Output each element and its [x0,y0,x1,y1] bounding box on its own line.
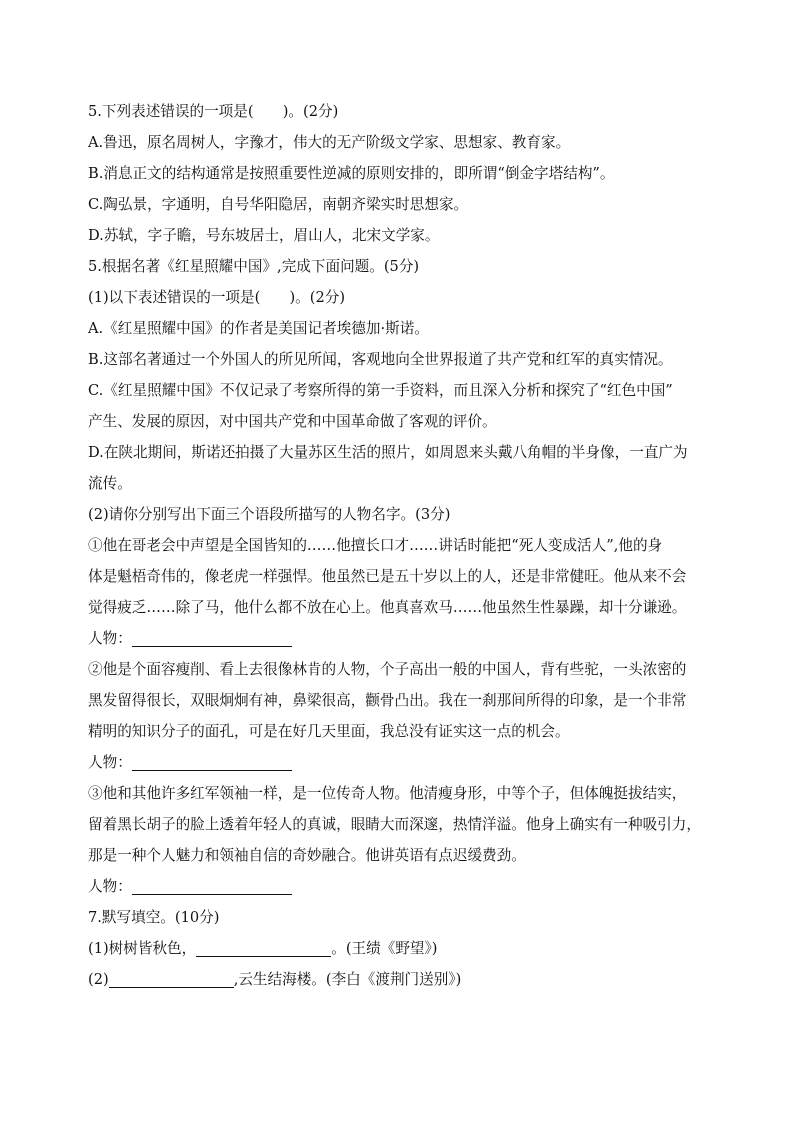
q7-item1-suffix: 。(王绩《野望》) [331,940,438,957]
q7-item1-prefix: (1)树树皆秋色， [88,940,197,957]
passage2-answer-blank[interactable] [132,752,292,771]
q5b-sub1-option-c-line2: 产生、发展的原因，对中国共产党和中国革命做了客观的评价。 [88,413,497,430]
q5b-sub2-stem: (2)请你分别写出下面三个语段所描写的人物名字。(3分) [88,506,451,523]
passage2-line1: ②他是个面容瘦削、看上去很像林肯的人物，个子高出一般的中国人，背有些驼，一头浓密的 [88,661,687,678]
passage3-answer-label: 人物： [88,878,132,895]
passage3-answer-blank[interactable] [132,876,292,895]
q5a-option-a: A.鲁迅，原名周树人，字豫才，伟大的无产阶级文学家、思想家、教育家。 [88,134,571,151]
passage3-line3: 那是一种个人魅力和领袖自信的奇妙融合。他讲英语有点迟缓费劲。 [88,847,526,864]
passage2-answer-row [88,747,728,778]
passage1-answer-blank[interactable] [132,628,292,647]
passage2-line2: 黑发留得很长，双眼炯炯有神，鼻梁很高，颧骨凸出。我在一刹那间所得的印象，是一个非常 [88,692,687,709]
passage3-line2: 留着黑长胡子的脸上透着年轻人的真诚，眼睛大而深邃，热情洋溢。他身上确实有一种吸引力， [88,816,701,833]
passage1-line2: 体是魁梧奇伟的，像老虎一样强悍。他虽然已是五十岁以上的人，还是非常健旺。他从来不会 [88,568,687,585]
q5b-stem: 5.根据名著《红星照耀中国》,完成下面问题。(5分) [88,258,420,275]
q7-stem: 7.默写填空。(10分) [88,909,220,926]
q5a-option-c: C.陶弘景，字通明，自号华阳隐居，南朝齐梁实时思想家。 [88,196,469,213]
passage1-line3: 觉得疲乏……除了马，他什么都不放在心上。他真喜欢马……他虽然生性暴躁，却十分谦逊。 [88,599,687,616]
q5b-sub1-option-a: A.《红星照耀中国》的作者是美国记者埃德加·斯诺。 [88,320,429,337]
q5b-sub1-option-c-line1: C.《红星照耀中国》不仅记录了考察所得的第一手资料，而且深入分析和探究了“红色中国” [88,382,673,399]
passage3-line1: ③他和其他许多红军领袖一样，是一位传奇人物。他清瘦身形，中等个子，但体魄挺拔结实， [88,785,687,802]
q5a-stem: 5.下列表述错误的一项是( )。(2分) [88,103,339,120]
passage1-answer-label: 人物： [88,630,132,647]
passage3-answer-row [88,871,728,902]
q7-item2 [88,964,728,995]
q7-item2-blank[interactable] [109,969,234,988]
q7-item1 [88,933,728,964]
passage1-answer-row [88,623,728,654]
q7-item2-prefix: (2) [88,971,109,988]
q5a-option-d: D.苏轼，字子瞻，号东坡居士，眉山人，北宋文学家。 [88,227,440,244]
passage1-line1: ①他在哥老会中声望是全国皆知的……他擅长口才……讲话时能把“死人变成活人”,他的身 [88,537,663,554]
q5b-sub1-option-b: B.这部名著通过一个外国人的所见所闻，客观地向全世界报道了共产党和红军的真实情况。 [88,351,673,368]
q5b-sub1-option-d-line1: D.在陕北期间，斯诺还拍摄了大量苏区生活的照片，如周恩来头戴八角帽的半身像，一直广为 [88,444,688,461]
q7-item1-blank[interactable] [196,938,331,957]
q5a-option-b: B.消息正文的结构通常是按照重要性逆减的原则安排的，即所谓“倒金字塔结构”。 [88,165,615,182]
q5b-sub1-stem: (1)以下表述错误的一项是( )。(2分) [88,289,346,306]
passage2-answer-label: 人物： [88,754,132,771]
q5b-sub1-option-d-line2: 流传。 [88,475,132,492]
passage2-line3: 精明的知识分子的面孔，可是在好几天里面，我总没有证实这一点的机会。 [88,723,570,740]
q7-item2-suffix: ,云生结海楼。(李白《渡荆门送别》) [233,971,462,988]
exam-page [88,96,728,995]
